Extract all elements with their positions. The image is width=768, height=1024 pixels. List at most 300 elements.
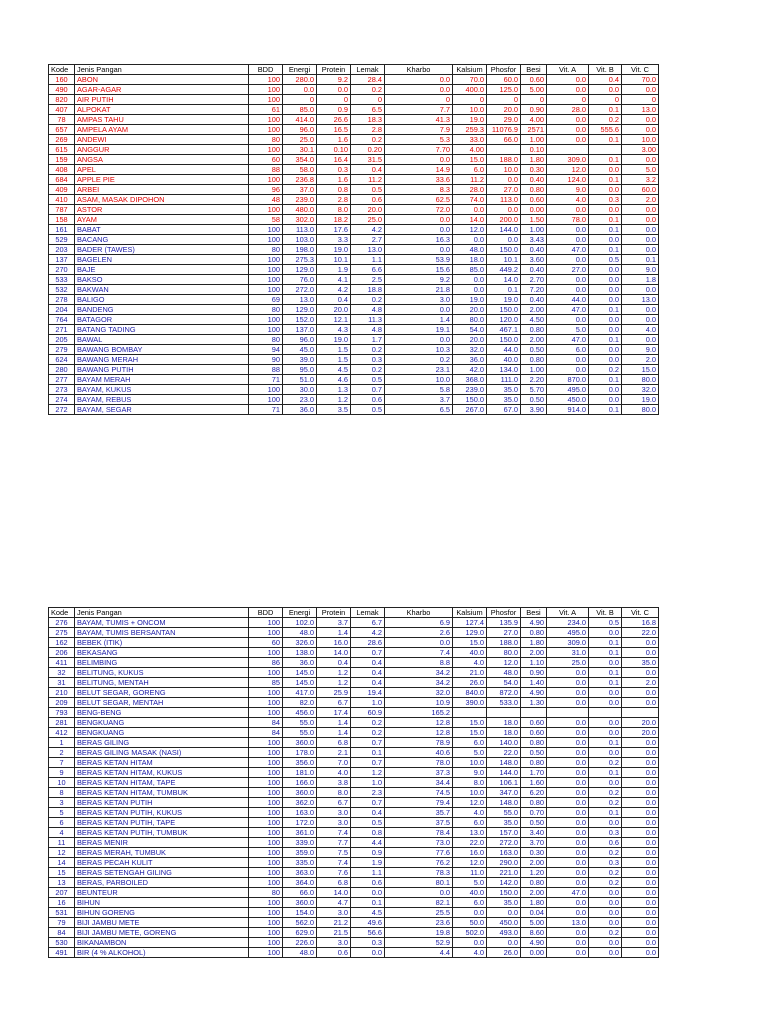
table-row <box>49 215 659 225</box>
value-cell: 100 <box>249 275 283 285</box>
value-cell: 35.0 <box>487 898 521 908</box>
value-cell: 9.2 <box>385 275 453 285</box>
value-cell: 0.3 <box>589 858 622 868</box>
value-cell: 555.6 <box>589 125 622 135</box>
value-cell: 12.0 <box>547 165 589 175</box>
value-cell: 150.0 <box>487 305 521 315</box>
value-cell: 7.0 <box>317 758 351 768</box>
table-row <box>49 135 659 145</box>
value-cell: 6.5 <box>351 105 385 115</box>
value-cell: 4.4 <box>385 948 453 958</box>
value-cell: 165.2 <box>385 708 453 718</box>
value-cell: 15.0 <box>453 728 487 738</box>
value-cell: 0.1 <box>589 245 622 255</box>
value-cell: 0.5 <box>589 618 622 628</box>
value-cell: 144.0 <box>487 225 521 235</box>
value-cell: 80 <box>249 305 283 315</box>
value-cell: 0.0 <box>547 738 589 748</box>
value-cell: 2.00 <box>521 888 547 898</box>
value-cell: 0.0 <box>547 678 589 688</box>
code-cell: 532 <box>49 285 75 295</box>
value-cell: 21.8 <box>385 285 453 295</box>
value-cell: 0 <box>622 95 659 105</box>
value-cell: 0.6 <box>351 195 385 205</box>
value-cell: 0.50 <box>521 748 547 758</box>
value-cell: 0.3 <box>589 195 622 205</box>
value-cell: 0.1 <box>589 648 622 658</box>
value-cell: 309.0 <box>547 155 589 165</box>
value-cell: 40.0 <box>487 355 521 365</box>
value-cell: 0 <box>521 95 547 105</box>
value-cell: 0.0 <box>622 748 659 758</box>
value-cell: 3.43 <box>521 235 547 245</box>
value-cell: 100 <box>249 878 283 888</box>
value-cell: 0.80 <box>521 738 547 748</box>
value-cell: 0.3 <box>351 355 385 365</box>
code-cell: 657 <box>49 125 75 135</box>
table-row <box>49 75 659 85</box>
value-cell: 362.0 <box>283 798 317 808</box>
table-row <box>49 848 659 858</box>
value-cell: 0.0 <box>547 908 589 918</box>
value-cell: 188.0 <box>487 638 521 648</box>
value-cell: 0.2 <box>385 355 453 365</box>
value-cell: 502.0 <box>453 928 487 938</box>
value-cell: 95.0 <box>283 365 317 375</box>
value-cell: 60 <box>249 638 283 648</box>
value-cell: 100 <box>249 688 283 698</box>
value-cell: 3.5 <box>317 405 351 415</box>
value-cell: 4.4 <box>351 838 385 848</box>
table-row <box>49 868 659 878</box>
food-name-cell: ALPOKAT <box>75 105 249 115</box>
value-cell: 138.0 <box>283 648 317 658</box>
value-cell: 390.0 <box>453 698 487 708</box>
value-cell: 48 <box>249 195 283 205</box>
value-cell: 0.10 <box>317 145 351 155</box>
value-cell: 5.0 <box>453 748 487 758</box>
value-cell: 100 <box>249 788 283 798</box>
food-name-cell: BERAS KETAN PUTIH, KUKUS <box>75 808 249 818</box>
code-cell: 205 <box>49 335 75 345</box>
value-cell: 100 <box>249 868 283 878</box>
value-cell: 0.40 <box>521 295 547 305</box>
table-row <box>49 688 659 698</box>
food-name-cell: BERAS KETAN PUTIH, TAPE <box>75 818 249 828</box>
value-cell: 71 <box>249 405 283 415</box>
value-cell: 0.1 <box>589 305 622 315</box>
value-cell: 5.00 <box>521 85 547 95</box>
value-cell: 13.0 <box>622 295 659 305</box>
value-cell: 5.3 <box>385 135 453 145</box>
value-cell: 82.1 <box>385 898 453 908</box>
value-cell: 8.0 <box>453 778 487 788</box>
value-cell: 8.0 <box>317 205 351 215</box>
value-cell: 0.0 <box>547 828 589 838</box>
value-cell: 42.0 <box>453 365 487 375</box>
table-row <box>49 125 659 135</box>
value-cell: 37.0 <box>283 185 317 195</box>
value-cell: 31.0 <box>547 648 589 658</box>
value-cell: 0.0 <box>622 115 659 125</box>
value-cell: 0.0 <box>547 878 589 888</box>
food-name-cell: AGAR-AGAR <box>75 85 249 95</box>
value-cell: 0.0 <box>453 205 487 215</box>
value-cell: 0.1 <box>589 738 622 748</box>
value-cell: 18.3 <box>351 115 385 125</box>
value-cell: 52.9 <box>385 938 453 948</box>
value-cell: 1.00 <box>521 365 547 375</box>
code-cell: 137 <box>49 255 75 265</box>
food-name-cell: BALIGO <box>75 295 249 305</box>
value-cell: 0.40 <box>521 175 547 185</box>
value-cell: 148.0 <box>487 758 521 768</box>
value-cell: 0.0 <box>622 778 659 788</box>
value-cell: 0.2 <box>351 295 385 305</box>
code-cell: 820 <box>49 95 75 105</box>
value-cell: 0.2 <box>589 115 622 125</box>
value-cell: 22.0 <box>622 628 659 638</box>
value-cell: 259.3 <box>453 125 487 135</box>
value-cell: 0.0 <box>547 858 589 868</box>
value-cell: 15.0 <box>453 155 487 165</box>
value-cell: 32.0 <box>385 688 453 698</box>
value-cell <box>547 708 589 718</box>
value-cell: 23.1 <box>385 365 453 375</box>
value-cell: 100 <box>249 385 283 395</box>
code-cell: 273 <box>49 385 75 395</box>
value-cell: 221.0 <box>487 868 521 878</box>
value-cell: 0.30 <box>521 165 547 175</box>
column-header: Besi <box>521 608 547 618</box>
value-cell: 0.0 <box>453 275 487 285</box>
value-cell: 0 <box>351 95 385 105</box>
value-cell: 0.2 <box>351 728 385 738</box>
value-cell: 1.3 <box>317 385 351 395</box>
table-row <box>49 718 659 728</box>
value-cell: 44.0 <box>487 345 521 355</box>
value-cell: 0.0 <box>547 85 589 95</box>
value-cell: 12.8 <box>385 718 453 728</box>
value-cell: 0.2 <box>351 345 385 355</box>
table-row <box>49 265 659 275</box>
value-cell: 417.0 <box>283 688 317 698</box>
value-cell: 533.0 <box>487 698 521 708</box>
value-cell: 0.4 <box>351 668 385 678</box>
value-cell: 0.0 <box>385 245 453 255</box>
value-cell: 335.0 <box>283 858 317 868</box>
value-cell: 0.0 <box>622 285 659 295</box>
value-cell: 1.9 <box>317 265 351 275</box>
value-cell: 495.0 <box>547 628 589 638</box>
value-cell: 0.04 <box>521 908 547 918</box>
value-cell: 356.0 <box>283 758 317 768</box>
value-cell: 0.0 <box>487 938 521 948</box>
value-cell: 100 <box>249 285 283 295</box>
value-cell: 67.0 <box>487 405 521 415</box>
value-cell: 0.7 <box>351 758 385 768</box>
value-cell: 0.0 <box>622 215 659 225</box>
value-cell: 0.7 <box>351 385 385 395</box>
value-cell: 19.8 <box>385 928 453 938</box>
food-name-cell: ARBEI <box>75 185 249 195</box>
value-cell: 0.0 <box>589 728 622 738</box>
food-name-cell: BAKSO <box>75 275 249 285</box>
value-cell: 18.0 <box>453 255 487 265</box>
value-cell: 129.0 <box>453 628 487 638</box>
code-cell: 490 <box>49 85 75 95</box>
value-cell: 360.0 <box>283 788 317 798</box>
table-row <box>49 878 659 888</box>
table-row <box>49 355 659 365</box>
value-cell: 0.0 <box>589 275 622 285</box>
code-cell: 764 <box>49 315 75 325</box>
value-cell: 100 <box>249 808 283 818</box>
value-cell: 0.0 <box>622 788 659 798</box>
value-cell: 3.0 <box>317 938 351 948</box>
value-cell: 1.80 <box>521 898 547 908</box>
value-cell: 0.0 <box>622 928 659 938</box>
value-cell: 3.0 <box>317 808 351 818</box>
column-header: Phosfor <box>487 65 521 75</box>
value-cell: 0.0 <box>589 658 622 668</box>
value-cell: 150.0 <box>487 888 521 898</box>
value-cell: 0.0 <box>622 305 659 315</box>
value-cell: 100 <box>249 928 283 938</box>
value-cell: 41.3 <box>385 115 453 125</box>
column-header: Vit. A <box>547 608 589 618</box>
table-row <box>49 235 659 245</box>
food-name-cell: AYAM <box>75 215 249 225</box>
value-cell: 80 <box>249 335 283 345</box>
code-cell: 272 <box>49 405 75 415</box>
value-cell: 100 <box>249 748 283 758</box>
value-cell: 90 <box>249 355 283 365</box>
value-cell: 0.0 <box>622 858 659 868</box>
value-cell: 1.00 <box>521 135 547 145</box>
table-row <box>49 658 659 668</box>
value-cell: 16.8 <box>622 618 659 628</box>
value-cell: 51.0 <box>283 375 317 385</box>
code-cell: 158 <box>49 215 75 225</box>
value-cell: 4.8 <box>351 305 385 315</box>
value-cell: 1.80 <box>521 155 547 165</box>
value-cell: 11076.9 <box>487 125 521 135</box>
value-cell: 16.0 <box>317 638 351 648</box>
value-cell: 6.0 <box>453 818 487 828</box>
value-cell: 11.3 <box>351 315 385 325</box>
table-row <box>49 698 659 708</box>
value-cell: 3.0 <box>317 908 351 918</box>
value-cell: 78.3 <box>385 868 453 878</box>
value-cell: 47.0 <box>547 335 589 345</box>
value-cell: 3.40 <box>521 828 547 838</box>
value-cell: 0.0 <box>547 718 589 728</box>
header-row <box>49 608 659 618</box>
value-cell <box>521 708 547 718</box>
code-cell: 271 <box>49 325 75 335</box>
value-cell: 1.8 <box>622 275 659 285</box>
value-cell: 4.0 <box>547 195 589 205</box>
column-header: Kharbo <box>385 65 453 75</box>
value-cell: 0 <box>317 95 351 105</box>
column-header: Vit. C <box>622 608 659 618</box>
food-name-cell: BAYAM MERAH <box>75 375 249 385</box>
value-cell: 100 <box>249 145 283 155</box>
column-header: BDD <box>249 608 283 618</box>
food-name-cell: BAWANG PUTIH <box>75 365 249 375</box>
table-row <box>49 95 659 105</box>
value-cell: 9.0 <box>622 265 659 275</box>
value-cell: 0.0 <box>453 908 487 918</box>
food-name-cell: BEBEK (ITIK) <box>75 638 249 648</box>
value-cell: 61 <box>249 105 283 115</box>
value-cell: 1.2 <box>351 768 385 778</box>
value-cell: 100 <box>249 125 283 135</box>
value-cell: 0.0 <box>589 628 622 638</box>
value-cell: 100 <box>249 255 283 265</box>
value-cell: 0.0 <box>547 768 589 778</box>
value-cell: 26.6 <box>317 115 351 125</box>
table-row <box>49 888 659 898</box>
code-cell: 276 <box>49 618 75 628</box>
value-cell: 0.0 <box>547 125 589 135</box>
food-name-cell: BERAS GILING MASAK (NASI) <box>75 748 249 758</box>
value-cell: 3.70 <box>521 838 547 848</box>
value-cell: 100 <box>249 908 283 918</box>
value-cell: 100 <box>249 798 283 808</box>
value-cell: 39.0 <box>283 355 317 365</box>
column-header: Phosfor <box>487 608 521 618</box>
food-name-cell: BAJE <box>75 265 249 275</box>
value-cell: 0.0 <box>622 768 659 778</box>
food-name-cell: ASAM, MASAK DIPOHON <box>75 195 249 205</box>
column-header: Vit. B <box>589 65 622 75</box>
value-cell: 0.0 <box>547 798 589 808</box>
value-cell: 76.2 <box>385 858 453 868</box>
column-header: Vit. B <box>589 608 622 618</box>
value-cell: 4.50 <box>521 315 547 325</box>
value-cell: 47.0 <box>547 305 589 315</box>
value-cell: 3.00 <box>622 145 659 155</box>
value-cell: 0.0 <box>547 788 589 798</box>
value-cell: 326.0 <box>283 638 317 648</box>
value-cell: 82.0 <box>283 698 317 708</box>
food-name-cell: BEUNTEUR <box>75 888 249 898</box>
value-cell: 7.20 <box>521 285 547 295</box>
value-cell: 5.0 <box>622 165 659 175</box>
value-cell: 36.0 <box>283 658 317 668</box>
value-cell: 55.0 <box>283 728 317 738</box>
value-cell: 0.0 <box>283 85 317 95</box>
value-cell: 1.4 <box>317 728 351 738</box>
value-cell: 102.0 <box>283 618 317 628</box>
value-cell: 14.0 <box>317 888 351 898</box>
value-cell: 239.0 <box>453 385 487 395</box>
value-cell: 3.2 <box>622 175 659 185</box>
value-cell: 30.1 <box>283 145 317 155</box>
value-cell: 0.60 <box>521 728 547 738</box>
value-cell: 0.1 <box>589 135 622 145</box>
value-cell: 84 <box>249 718 283 728</box>
value-cell: 0.6 <box>317 948 351 958</box>
value-cell: 70.0 <box>453 75 487 85</box>
value-cell: 20.0 <box>351 205 385 215</box>
food-name-cell: BEKASANG <box>75 648 249 658</box>
value-cell: 48.0 <box>283 628 317 638</box>
value-cell: 25.0 <box>547 658 589 668</box>
value-cell: 4.0 <box>622 325 659 335</box>
value-cell: 8.3 <box>385 185 453 195</box>
value-cell: 0.90 <box>521 105 547 115</box>
value-cell: 80.0 <box>453 315 487 325</box>
value-cell: 0.0 <box>487 205 521 215</box>
value-cell: 0.1 <box>589 808 622 818</box>
value-cell: 7.7 <box>385 105 453 115</box>
value-cell: 0.60 <box>521 75 547 85</box>
value-cell: 103.0 <box>283 235 317 245</box>
value-cell: 15.6 <box>385 265 453 275</box>
code-cell: 409 <box>49 185 75 195</box>
food-name-cell: BELITUNG, MENTAH <box>75 678 249 688</box>
value-cell: 0.5 <box>589 255 622 265</box>
value-cell: 0.0 <box>385 638 453 648</box>
food-name-cell: BAYAM, TUMIS BERSANTAN <box>75 628 249 638</box>
value-cell: 25.0 <box>283 135 317 145</box>
value-cell: 100 <box>249 85 283 95</box>
value-cell: 12.0 <box>453 858 487 868</box>
value-cell: 0.2 <box>351 718 385 728</box>
value-cell: 113.0 <box>487 195 521 205</box>
value-cell: 0.0 <box>622 738 659 748</box>
table-row <box>49 315 659 325</box>
value-cell: 840.0 <box>453 688 487 698</box>
code-cell: 31 <box>49 678 75 688</box>
value-cell: 2.1 <box>317 748 351 758</box>
value-cell: 198.0 <box>283 245 317 255</box>
column-header: Kode <box>49 65 75 75</box>
code-cell: 79 <box>49 918 75 928</box>
value-cell: 0.0 <box>622 828 659 838</box>
value-cell: 0.7 <box>351 738 385 748</box>
value-cell: 113.0 <box>283 225 317 235</box>
column-header: BDD <box>249 65 283 75</box>
value-cell: 12.0 <box>453 225 487 235</box>
value-cell: 6.0 <box>547 345 589 355</box>
value-cell: 364.0 <box>283 878 317 888</box>
food-name-cell: ABON <box>75 75 249 85</box>
value-cell: 0.0 <box>589 688 622 698</box>
value-cell: 0.0 <box>589 85 622 95</box>
value-cell: 4.5 <box>351 908 385 918</box>
value-cell: 172.0 <box>283 818 317 828</box>
value-cell: 0.0 <box>622 798 659 808</box>
value-cell: 100 <box>249 938 283 948</box>
value-cell: 2.00 <box>521 305 547 315</box>
value-cell: 28.6 <box>351 638 385 648</box>
value-cell: 1.9 <box>351 858 385 868</box>
value-cell: 4.90 <box>521 688 547 698</box>
value-cell: 0.5 <box>351 375 385 385</box>
value-cell: 3.8 <box>317 778 351 788</box>
value-cell: 0.0 <box>453 938 487 948</box>
value-cell: 0.60 <box>521 195 547 205</box>
value-cell: 1.10 <box>521 658 547 668</box>
value-cell: 154.0 <box>283 908 317 918</box>
code-cell: 684 <box>49 175 75 185</box>
code-cell: 9 <box>49 768 75 778</box>
table-row <box>49 738 659 748</box>
